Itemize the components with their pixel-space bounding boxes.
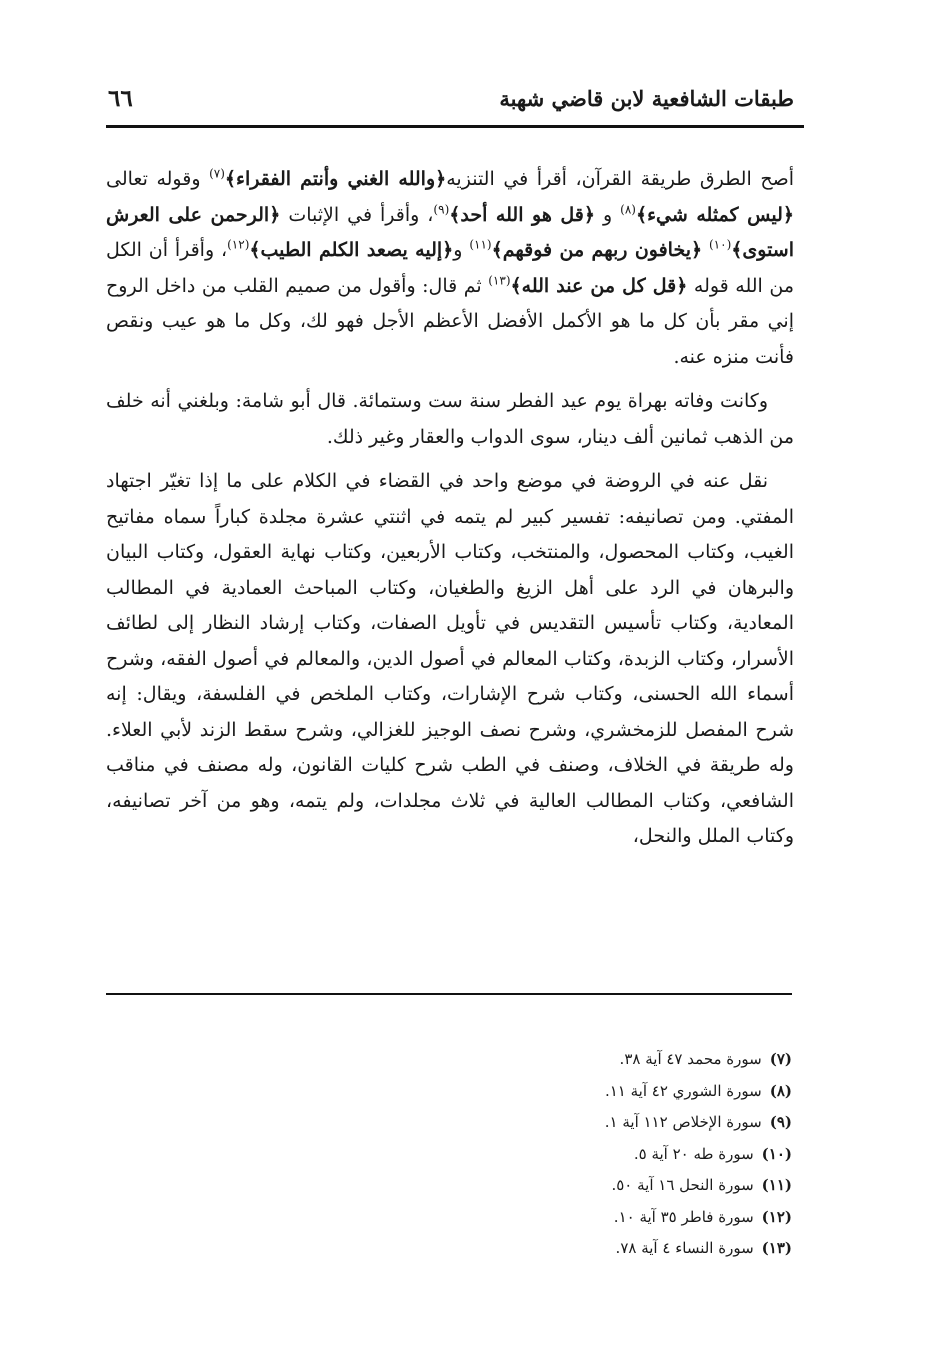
footnote-item [400,1233,792,1265]
footnote-text: سورة محمد ٤٧ آية ٣٨. [619,1050,762,1068]
footnote-text: سورة النحل ١٦ آية ٥٠. [611,1176,754,1194]
footnote-item [400,1139,792,1171]
text-run: ، وأقرأ في الإثبات [280,203,434,226]
text-run: ، وأقرأ أن الكل من الله قوله [106,239,795,297]
main-text [106,162,794,864]
text-run: و [595,203,621,226]
footnote-text: سورة الشوري ٤٢ آية ١١. [604,1081,762,1100]
footnote-item [400,1076,792,1108]
footnote-item [400,1107,792,1139]
text-run: وقوله تعالى [106,168,210,190]
footnote-text: سورة الإخلاص ١١٢ آية ١. [604,1113,762,1131]
running-title: طبقات الشافعية لابن قاضي شهبة [499,85,794,111]
footnote-item [400,1202,792,1234]
footnote-item [400,1170,792,1202]
footnote-text: سورة فاطر ٣٥ آية ١٠. [613,1207,754,1226]
page-header [108,78,794,118]
footnote-ref: (١٣) [488,273,511,288]
paragraph-2: وكانت وفاته بهراة يوم عيد الفطر سنة ست وستمائة. قال أبو شامة: وبلغني أنه خلف من الذهب ثمانين ألف دينار، سوى الدواب والعقار وغير ذلك. [106,390,794,448]
footnote-number: (١٣) [761,1239,792,1257]
footnote-number: (٨) [769,1081,792,1100]
footnote-rule [106,993,792,995]
paragraph-1 [106,162,794,375]
footnote-ref: (١٢) [227,237,250,252]
footnote-ref: (١٠) [708,237,732,252]
footnote-number: (١٢) [761,1207,792,1226]
footnote-ref: (٨) [620,202,636,217]
footnote-ref: (١١) [469,237,492,252]
footnote-text: سورة طه ٢٠ آية ٥. [633,1144,754,1163]
quran-quote: ﴿والله الغني وأنتم الفقراء﴾ [224,168,447,190]
text-run: ثم قال: وأقول من صميم القلب من داخل الروح إني مقر بأن كل ما هو الأكمل الأفضل الأعظم الأجل فهو لك، وكل ما هو عيب ونقص فأنت منزه عنه. [106,274,794,368]
paragraph-3: نقل عنه في الروضة في موضع واحد في القضاء في الكلام على ما إذا تغيّر اجتهاد المفتي. ومن تصانيفه: تفسير كبير لم يتمه في اثنتي عشرة مجلدة كباراً سماه مفاتيح الغيب، وكتاب المحصول، والمنتخب، وكتاب الأربعين، وكتاب نهاية العقول، وكتاب البيان والبرهان في الرد على أهل الزيغ والطغيان، وكتاب المباحث العمادية في المطالب المعادية، وكتاب تأسيس التقديس في تأويل الصفات، وكتاب إرشاد النظار إلى لطائف الأسرار، وكتاب الزبدة، وكتاب المعالم في أصول الدين، والمعالم في أصول الفقه، وشرح أسماء الله الحسنى، وكتاب شرح الإشارات، وكتاب الملخص في الفلسفة، ويقال: إنه شرح المفصل للزمخشري، وشرح نصف الوجيز للغزالي، وشرح سقط الزند لأبي العلاء. وله طريقة في الخلاف، وصنف في الطب شرح كليات القانون، وله مصنف في مناقب الشافعي، وكتاب المطالب العالية في ثلاث مجلدات، ولم يتمه، وهو من آخر تصانيفه، وكتاب الملل والنحل، [106,470,794,847]
quran-quote: ﴿قل هو الله أحد﴾ [449,203,596,226]
footnote-number: (٩) [769,1113,792,1131]
text-run [702,239,709,261]
page-number: ٦٦ [108,84,133,112]
footnote-item [400,1044,792,1076]
text-run: أصح الطرق طريقة القرآن، أقرأ في التنزيه [446,168,795,190]
quran-quote: ﴿يخافون ربهم من فوقهم﴾ [491,239,703,261]
header-rule [106,125,804,128]
quran-quote: ﴿الرحمن على العرش استوى﴾ [106,203,795,261]
footnote-text: سورة النساء ٤ آية ٧٨. [615,1239,754,1257]
footnotes-list [400,1044,792,1265]
footnote-number: (١١) [761,1176,792,1194]
quran-quote: ﴿ليس كمثله شيء﴾ [635,203,795,226]
footnote-ref: (٩) [433,202,450,217]
footnote-number: (١٠) [761,1144,792,1163]
footnote-ref: (٧) [209,166,225,181]
quran-quote: ﴿قل كل من عند الله﴾ [510,274,688,297]
footnote-number: (٧) [769,1050,792,1068]
text-run: و [453,239,470,261]
quran-quote: ﴿إليه يصعد الكلم الطيب﴾ [249,239,454,261]
